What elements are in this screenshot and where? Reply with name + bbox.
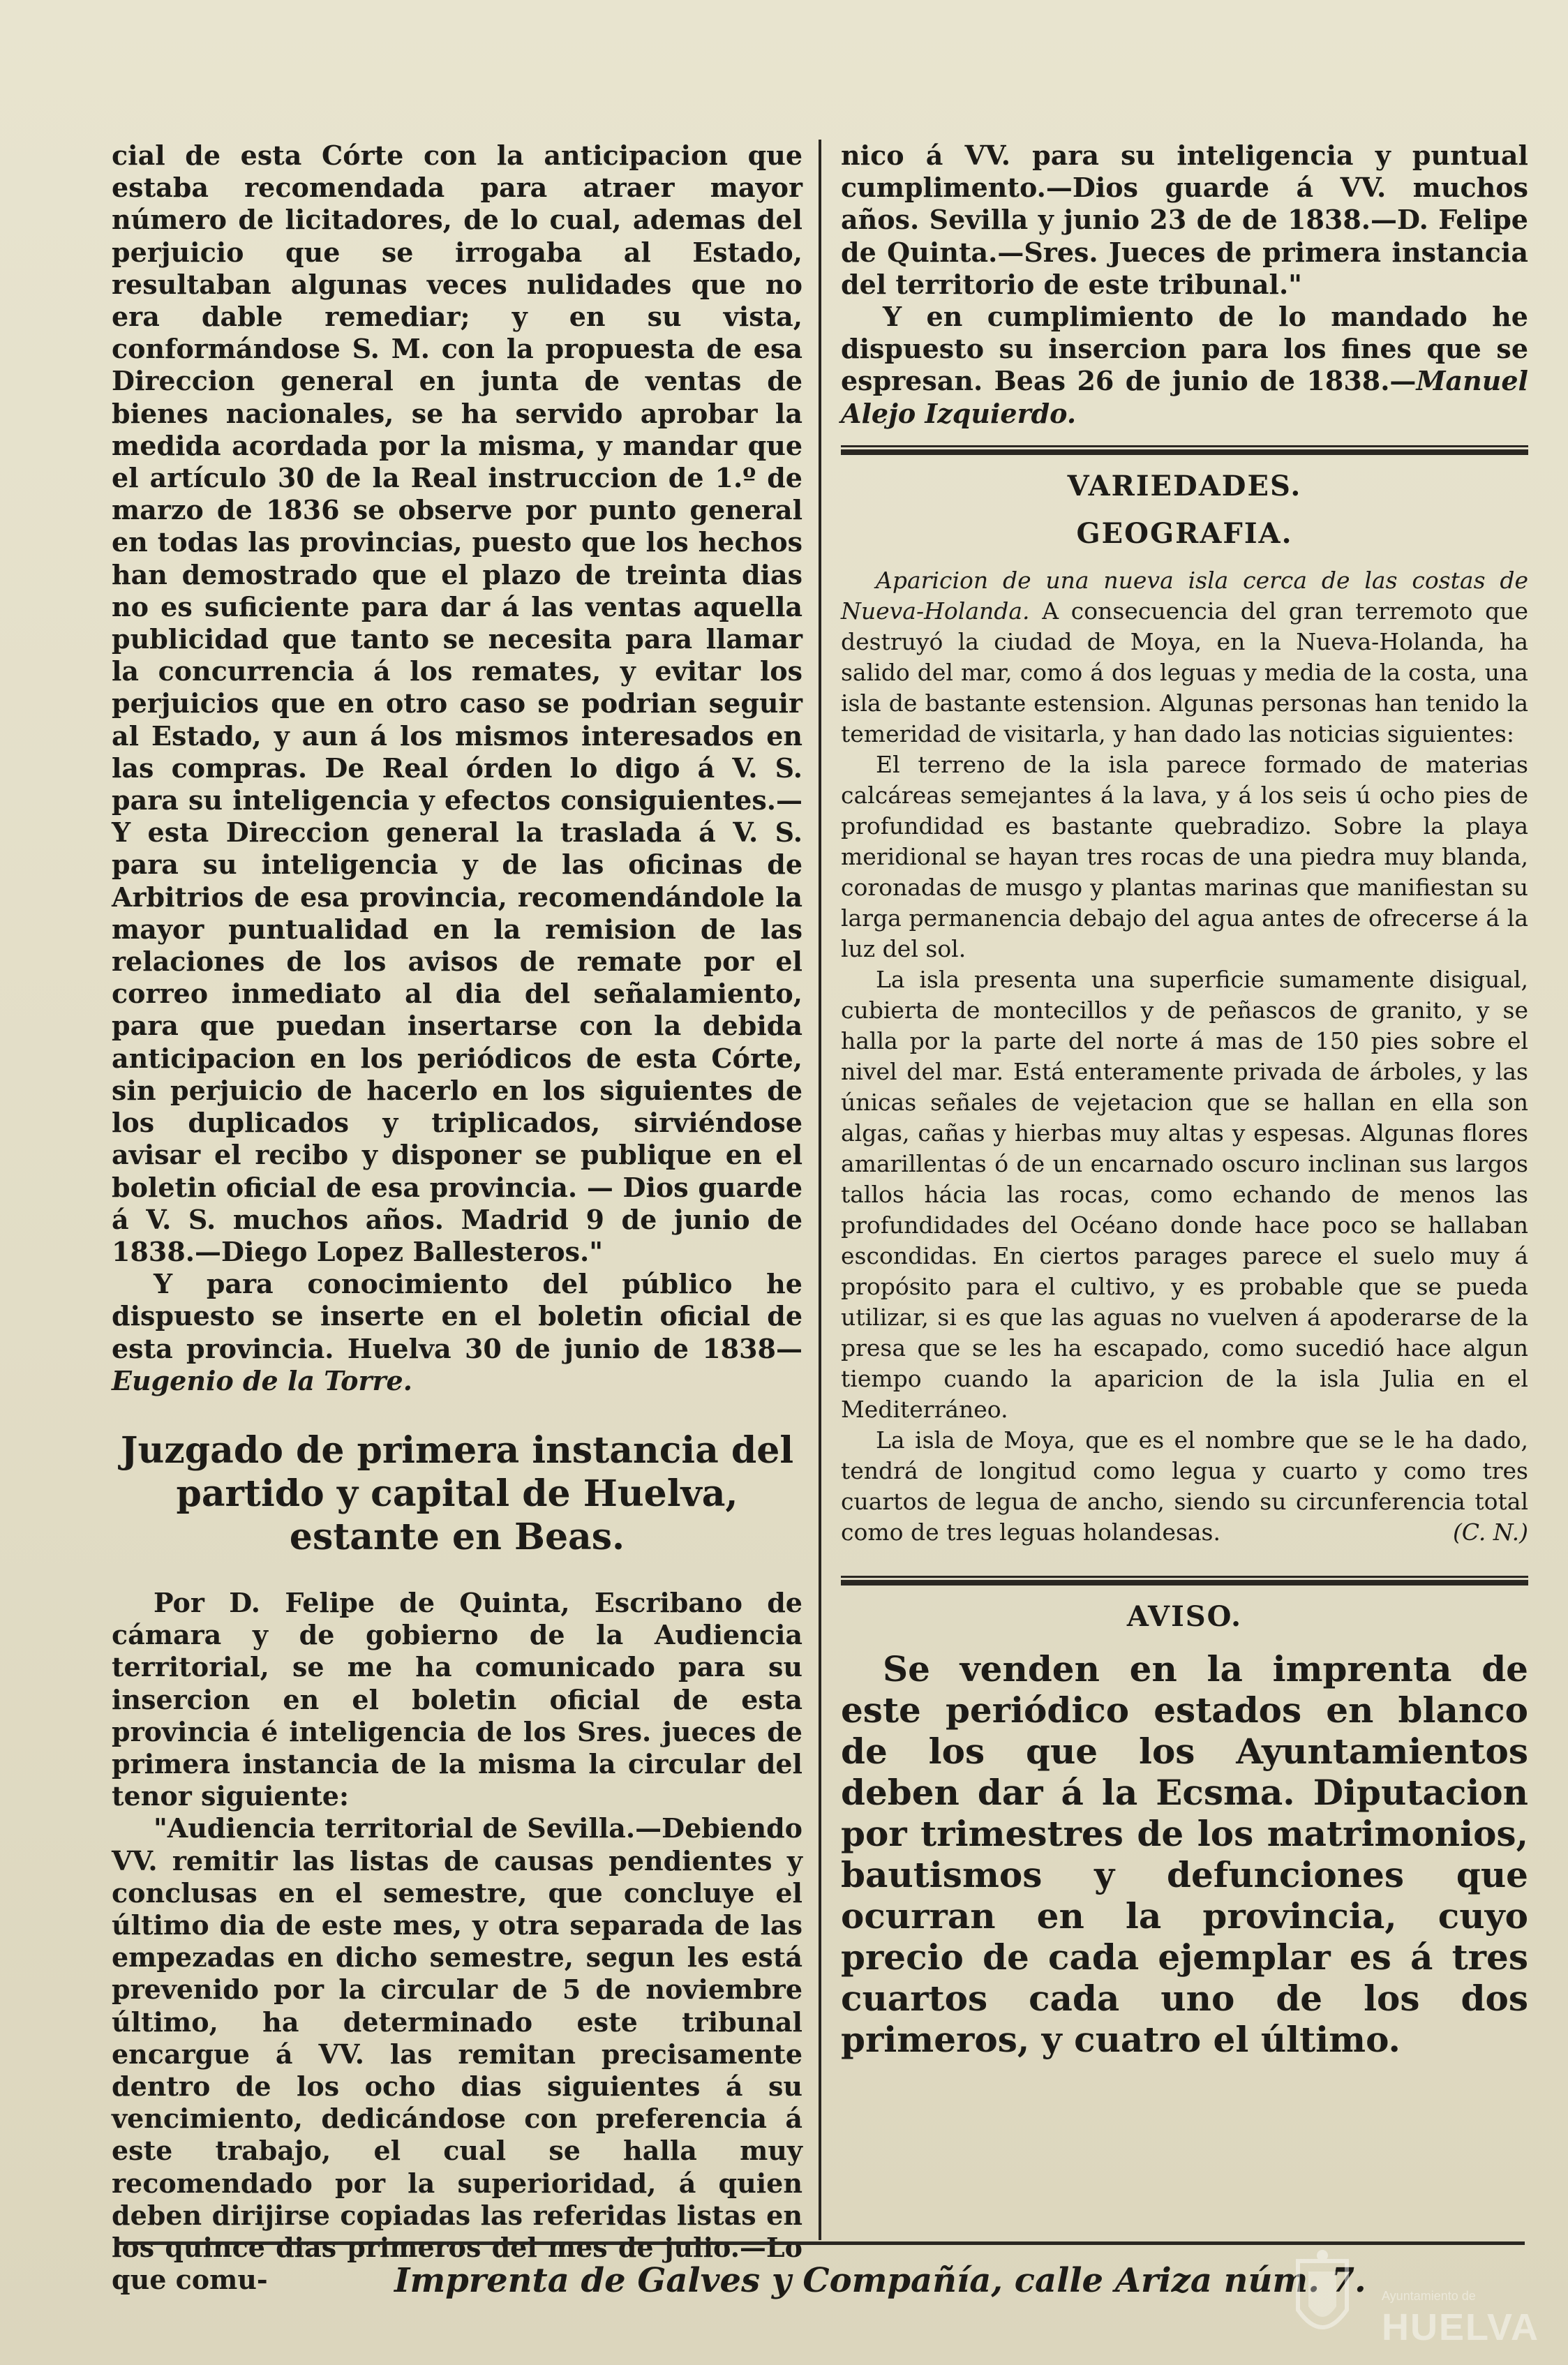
cumplimiento-text: Y en cumplimiento de lo mandado he dispuesto su insercion para los fines que se espresan. Beas 26 de junio de 1838.— bbox=[841, 301, 1528, 397]
imprint: Imprenta de Galves y Compañía, calle Ariza núm. 7. bbox=[394, 2261, 1366, 2300]
aviso-text: Se venden en la imprenta de este periódico estados en blanco de los que los Ayuntamientos deben dar á la Ecsma. Diputacion por trimestres de los matrimonios, bautismos y defunciones que ocurran en la provincia, cuyo precio de cada ejemplar es á tres cuartos cada uno de los dos primeros, y cuatro el último. bbox=[841, 1648, 1528, 2061]
signature-eugenio: Eugenio de la Torre. bbox=[112, 1364, 412, 1396]
aviso-title: AVISO. bbox=[1126, 1600, 1243, 1634]
right-column bbox=[841, 140, 1528, 2060]
geo-p1-text: A consecuencia del gran terremoto que destruyó la ciudad de Moya, en la Nueva-Holanda, ha salido del mar, como á dos leguas y media de la costa, una isla de bastante estension. Algunas personas han tenido la temeridad de visitarla, y han dado las noticias siguientes: bbox=[841, 597, 1528, 748]
signature-manuel: Manuel Alejo Izquierdo. bbox=[841, 365, 1528, 429]
watermark-logo bbox=[1270, 2247, 1539, 2352]
geo-paragraph-4 bbox=[841, 1425, 1528, 1548]
cumplimiento-notice bbox=[841, 301, 1528, 430]
geo-paragraph-2: El terreno de la isla parece formado de materias calcáreas semejantes á la lava, y á los seis ú ocho pies de profundidad es bastante quebradizo. Sobre la playa meridional se hayan tres rocas de una piedra muy blanda, coronadas de musgo y plantas marinas que manifiestan su larga permanencia debajo del agua antes de ofrecerse á la luz del sol. bbox=[841, 751, 1528, 963]
audiencia-circular: "Audiencia territorial de Sevilla.—Debiendo VV. remitir las listas de causas pendientes y conclusas en el semestre, que concluye el último dia de este mes, y otra separada de las empezadas en dicho semestre, segun les está prevenido por la circular de 5 de noviembre último, ha determinado este tribunal encargue á VV. las remitan precisamente dentro de los ocho dias siguientes á su vencimiento, dedicándose con preferencia á este trabajo, el cual se halla muy recomendado por la superioridad, á quien deben dirijirse copiadas las referidas listas en los quince dias primeros del mes de julio.—Lo que comu- bbox=[112, 1812, 802, 2296]
circular-continuation: nico á VV. para su inteligencia y puntual cumplimento.—Dios guarde á VV. muchos años. Sevilla y junio 23 de de 1838.—D. Felipe de Quinta.—Sres. Jueces de primera instancia del territorio de este tribunal." bbox=[841, 140, 1528, 300]
ministerial-order-text: cial de esta Córte con la anticipacion que estaba recomendada para atraer mayor número de licitadores, de lo cual, ademas del perjuicio que se irrogaba al Estado, resultaban algunas veces nulidades que no era dable remediar; y en su vista, conformándose S. M. con la propuesta de esa Direccion general en junta de ventas de bienes nacionales, se ha servido aprobar la medida acordada por la misma, y mandar que el artículo 30 de la Real instruccion de 1.º de marzo de 1836 se observe por punto general en todas las provincias, puesto que los hechos han demostrado que el plazo de treinta dias no es suficiente para dar á las ventas aquella publicidad que tanto se necesita para llamar la concurrencia á los remates, y evitar los perjuicios que en otro caso se podrian seguir al Estado, y aun á los mismos interesados en las compras. De Real órden lo digo á V. S. para su inteligencia y efectos consiguientes.—Y esta Direccion general la traslada á V. S. para su inteligencia y de las oficinas de Arbitrios de esa provincia, recomendándole la mayor puntualidad en la remision de las relaciones de los avisos de remate por el correo inmediato al dia del señalamiento, para que puedan insertarse con la debida anticipacion en los periódicos de esta Córte, sin perjuicio de hacerlo en los siguientes de los duplicados y triplicados, sirviéndose avisar el recibo y disponer se publique en el boletin oficial de esa provincia. — Dios guarde á V. S. muchos años. Madrid 9 de junio de 1838.—Diego Lopez Ballesteros." bbox=[112, 140, 802, 1267]
watermark-small-text: Ayuntamiento de bbox=[1382, 2289, 1476, 2303]
geo-paragraph-3: La isla presenta una superficie sumamente disigual, cubierta de montecillos y de peñascos de granito, y se halla por la parte del norte á mas de 150 pies sobre el nivel del mar. Está enteramente privada de árboles, y las únicas señales de vejetacion que se hallan en ella son algas, cañas y hierbas muy altas y espesas. Algunas flores amarillentas ó de un encarnado oscuro inclinan sus largos tallos hácia las rocas, como echando de menos las profundidades del Océano donde hace poco se hallaban escondidas. En ciertos parages parece el suelo muy á propósito para el cultivo, y es probable que se pueda utilizar, si es que las aguas no vuelven á apoderarse de la presa que se les ha escapado, como sucedió hace algun tiempo cuando la aparicion de la isla Julia en el Mediterráneo. bbox=[841, 966, 1528, 1424]
footer-rule bbox=[115, 2241, 1525, 2245]
geografia-article bbox=[841, 565, 1528, 1548]
circular-intro: Por D. Felipe de Quinta, Escribano de cámara y de gobierno de la Audiencia territorial, se me ha comunicado para su insercion en el boletin oficial de esta provincia é inteligencia de los Sres. jueces de primera instancia de la misma la circular del tenor siguiente: bbox=[112, 1586, 802, 1812]
left-column bbox=[112, 140, 802, 2296]
column-divider bbox=[819, 140, 821, 2240]
geo-lead: Aparicion de una nueva isla cerca de las costas de Nueva-Holanda. bbox=[841, 567, 1528, 625]
publication-notice bbox=[112, 1268, 802, 1397]
geo-source: (C. N.) bbox=[1452, 1519, 1528, 1546]
variedades-title: VARIEDADES. bbox=[1067, 469, 1302, 502]
publication-notice-text: Y para conocimiento del público he dispuesto se inserte en el boletin oficial de esta provincia. Huelva 30 de junio de 1838— bbox=[112, 1268, 802, 1364]
crest-icon bbox=[1270, 2247, 1375, 2352]
geo-p4-text: La isla de Moya, que es el nombre que se le ha dado, tendrá de longitud como legua y cuarto y como tres cuartos de legua de ancho, siendo su circunferencia total como de tres leguas holandesas. bbox=[841, 1426, 1528, 1546]
geo-paragraph-1 bbox=[841, 565, 1528, 749]
aviso-body bbox=[841, 1648, 1528, 2060]
aviso-rule bbox=[841, 1576, 1528, 1586]
geografia-title: GEOGRAFIA. bbox=[1076, 517, 1293, 551]
juzgado-heading: Juzgado de primera instancia del partido y capital de Huelva, estante en Beas. bbox=[120, 1428, 794, 1558]
watermark-big-text: HUELVA bbox=[1382, 2306, 1539, 2348]
section-rule bbox=[841, 445, 1528, 455]
